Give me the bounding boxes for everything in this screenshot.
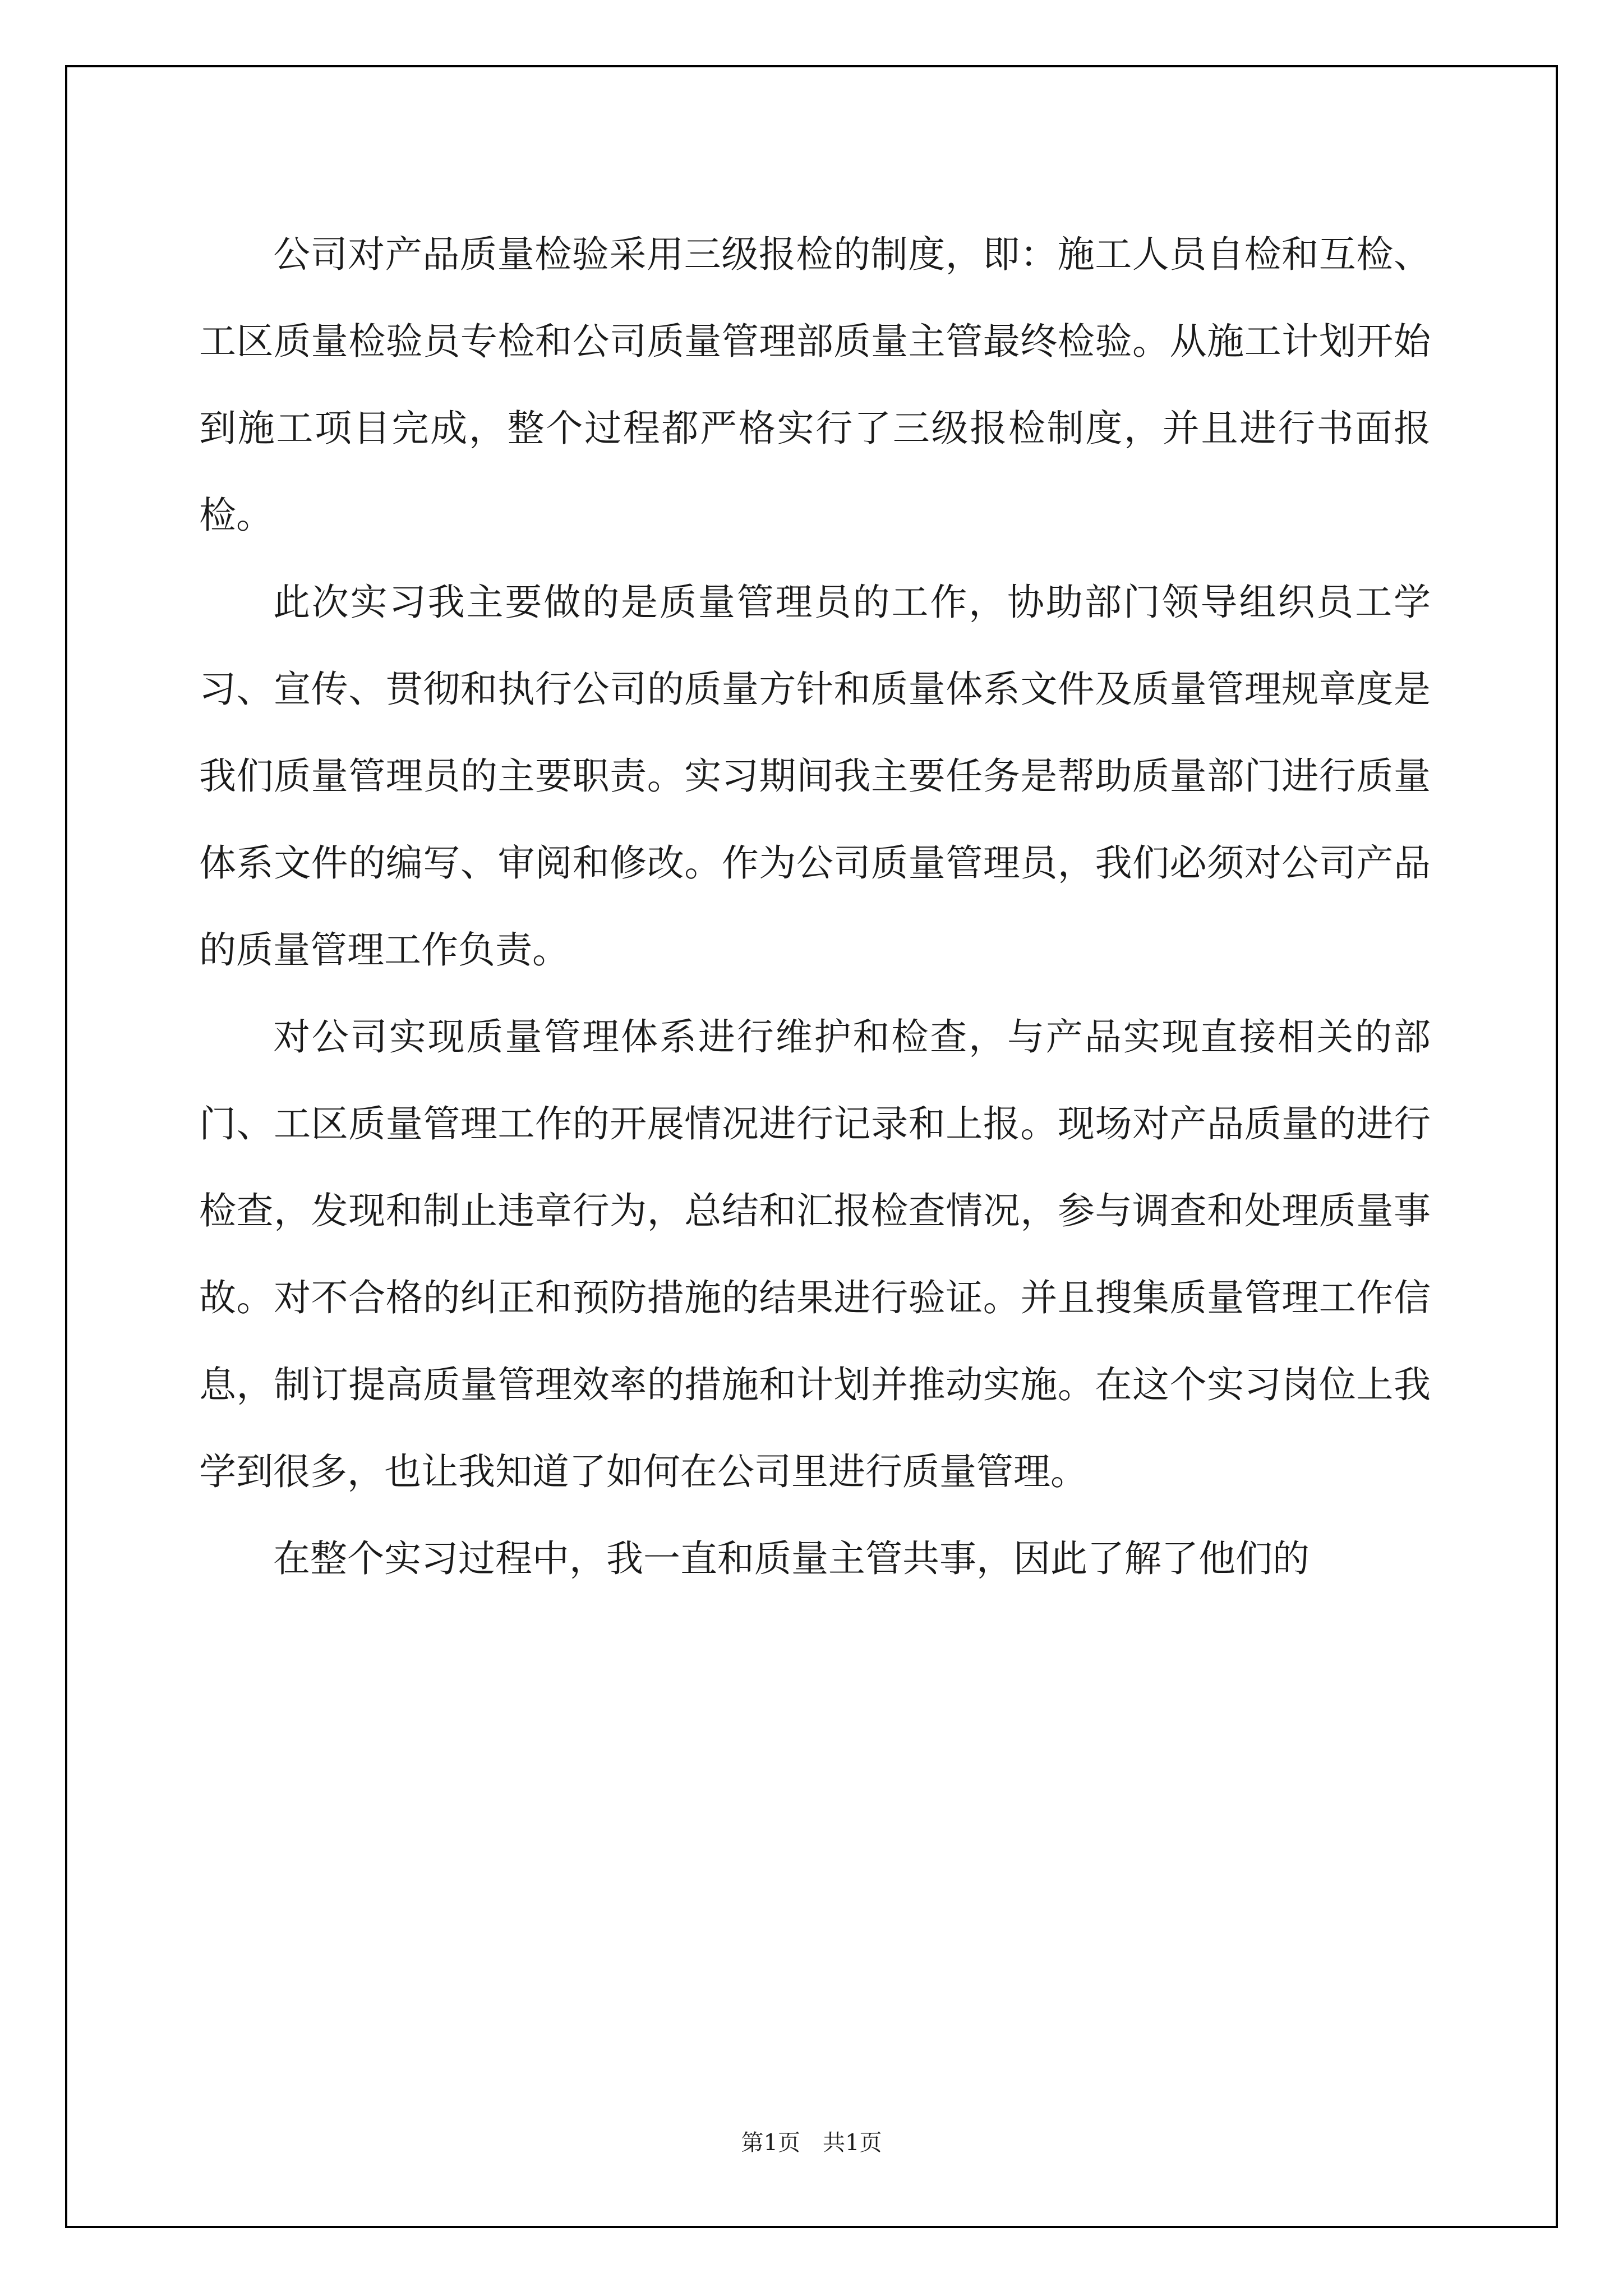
paragraph: 在整个实习过程中，我一直和质量主管共事，因此了解了他们的	[273, 1537, 1310, 1580]
document-body	[199, 211, 1431, 1602]
page-total: 共1页	[823, 2130, 882, 2156]
page-number: 第1页	[741, 2130, 800, 2156]
paragraph: 此次实习我主要做的是质量管理员的工作，协助部门领导组织员工学习、宣传、贯彻和执行公司的质量方针和质量体系文件及质量管理规章度是我们质量管理员的主要职责。实习期间我主要任务是帮助质量部门进行质量体系文件的编写、审阅和修改。作为公司质量管理员，我们必须对公司产品的质量管理工作负责。	[199, 581, 1431, 972]
paragraph: 公司对产品质量检验采用三级报检的制度，即：施工人员自检和互检、工区质量检验员专检和公司质量管理部质量主管最终检验。从施工计划开始到施工项目完成，整个过程都严格实行了三级报检制度，并且进行书面报检。	[199, 233, 1431, 537]
paragraph: 对公司实现质量管理体系进行维护和检查，与产品实现直接相关的部门、工区质量管理工作的开展情况进行记录和上报。现场对产品质量的进行检查，发现和制止违章行为，总结和汇报检查情况，参与调查和处理质量事故。对不合格的纠正和预防措施的结果进行验证。并且搜集质量管理工作信息，制订提高质量管理效率的措施和计划并推动实施。在这个实习岗位上我学到很多，也让我知道了如何在公司里进行质量管理。	[199, 1015, 1431, 1493]
page-footer	[0, 2125, 1623, 2157]
